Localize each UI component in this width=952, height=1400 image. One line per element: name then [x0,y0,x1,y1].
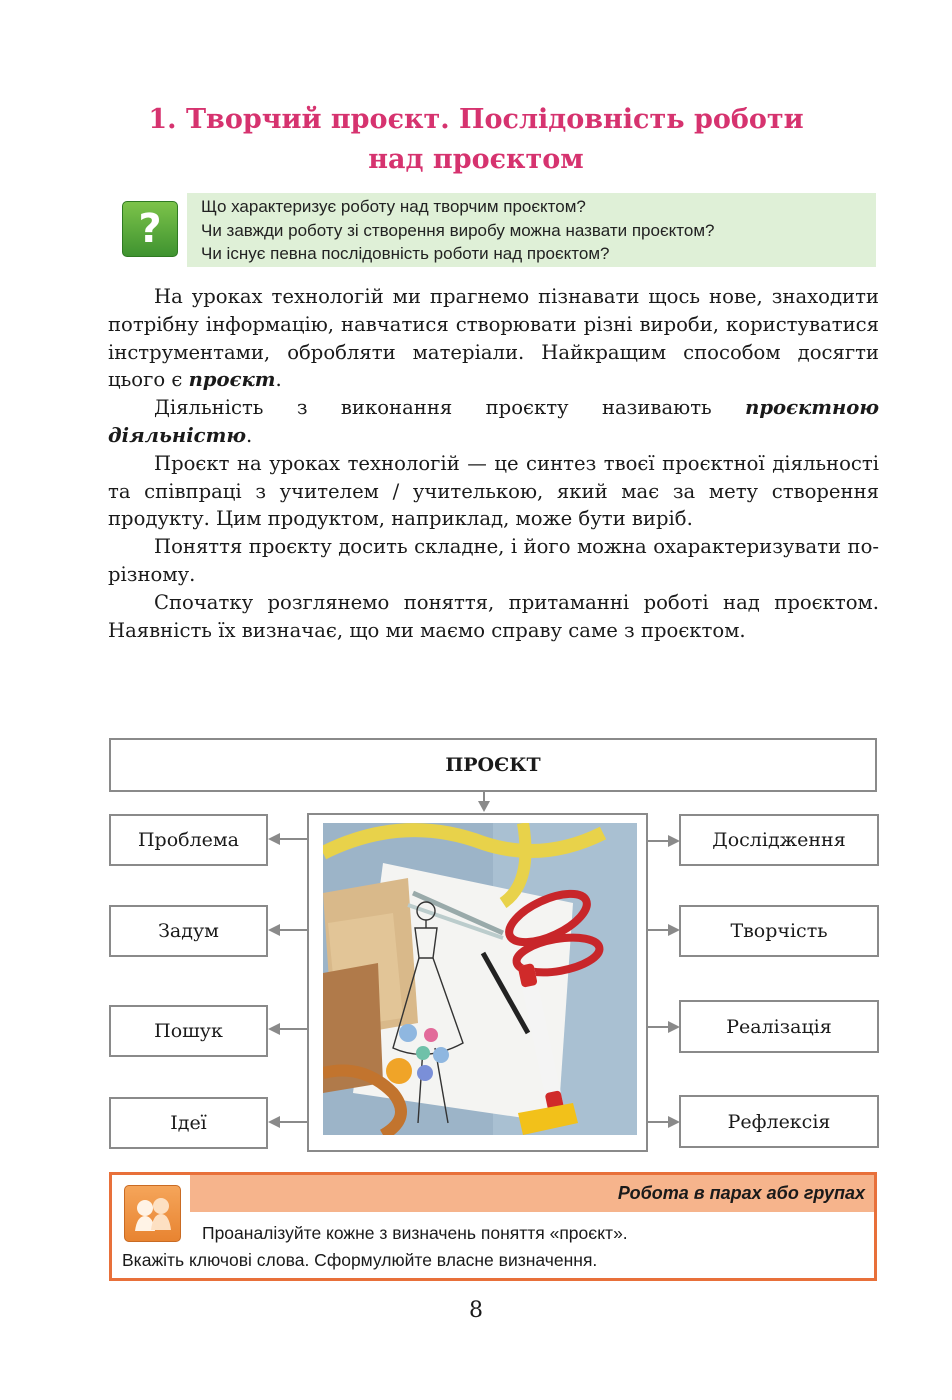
pair-work-box [109,1172,877,1281]
page-number: 8 [469,1298,483,1323]
paragraph-4: Поняття проєкту досить складне, і його можна охарактеризувати по-різному. [108,535,879,586]
left-arrow-icon [268,1115,308,1129]
diagram-root-box: ПРОЄКТ [109,738,877,792]
question-mark-icon: ? [122,201,178,257]
diagram-box-reflection: Рефлексія [679,1095,879,1148]
diagram-box-problem: Проблема [109,814,268,866]
diagram-box-research: Дослідження [679,814,879,866]
pair-work-task-2: Вкажіть ключові слова. Сформулюйте власне визначення. [122,1250,598,1270]
right-arrow-icon [648,1020,680,1034]
section-title-line2: над проєктом [368,144,584,175]
diagram-box-ideas: Ідеї [109,1097,268,1149]
sewing-design-photo [323,823,637,1135]
diagram-box-idea: Задум [109,905,268,957]
section-title [0,100,952,180]
question-2: Чи завжди роботу зі створення виробу можна назвати проєктом? [201,220,715,240]
left-arrow-icon [268,832,308,846]
down-arrow-head-icon [477,800,491,813]
pair-work-heading: Робота в парах або групах [190,1175,874,1212]
term-project: проєкт [188,368,276,392]
questions-box [187,193,876,267]
right-arrow-icon [648,834,680,848]
paragraph-5: Спочатку розглянемо поняття, притаманні роботі над проєктом. Наявність їх визначає, що ми маємо справу саме з проєктом. [108,590,879,642]
diagram-box-search: Пошук [109,1005,268,1057]
paragraph-1: На уроках технологій ми прагнемо пізнавати щось нове, знаходити потрібну інформацію, навчатися створювати різні вироби, користуватися інструментами, обробляти матеріали. Найкращим способом досягти цього є проєкт. [108,285,879,392]
right-arrow-icon [648,923,680,937]
body-text [108,283,879,644]
pair-work-task-1: Проаналізуйте кожне з визначень поняття «проєкт». [202,1223,628,1243]
question-3: Чи існує певна послідовність роботи над проєктом? [201,244,610,263]
two-people-icon [124,1185,181,1242]
diagram-box-creativity: Творчість [679,905,879,957]
left-arrow-icon [268,923,308,937]
left-arrow-icon [268,1022,308,1036]
question-1: Що характеризує роботу над творчим проєктом? [201,197,586,216]
paragraph-2: Діяльність з виконання проєкту називають проєктною діяльністю. [108,396,879,447]
diagram-box-implementation: Реалізація [679,1000,879,1053]
paragraph-3: Проєкт на уроках технологій — це синтез твоєї проєктної діяльності та співпраці з учителем / учителькою, який має за мету створення продукту. Цим продуктом, наприклад, може бути виріб. [108,451,879,531]
section-title-line1: 1. Творчий проєкт. Послідовність роботи [148,104,804,135]
right-arrow-icon [648,1115,680,1129]
term-project-activity: проєктною діяльністю [108,396,879,447]
